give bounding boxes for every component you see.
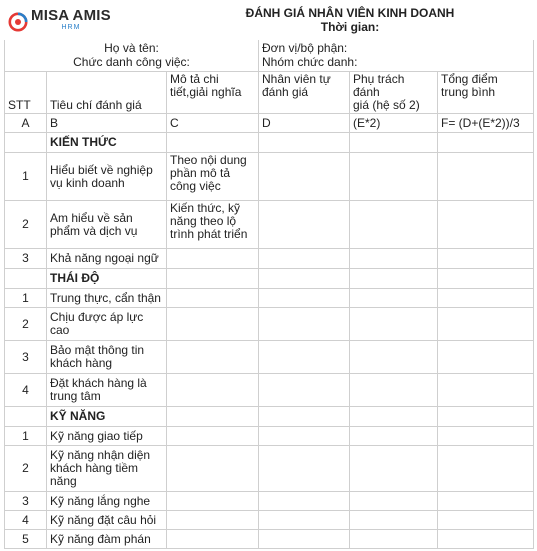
- logo-name: MISA AMIS: [31, 7, 111, 24]
- employee-info-cell[interactable]: [5, 40, 259, 72]
- job-title-label: Chức danh công việc:: [73, 55, 190, 69]
- unit-info-cell[interactable]: [259, 40, 534, 72]
- department-label: Đơn vị/bộ phận:: [262, 41, 348, 55]
- criteria-cell[interactable]: Kỹ năng nhận diện khách hàng tiềm năng: [47, 446, 167, 492]
- logo: [8, 6, 163, 38]
- section-empty-cell[interactable]: [5, 133, 47, 153]
- row-number[interactable]: 4: [5, 511, 47, 530]
- code-e[interactable]: (E*2): [350, 114, 438, 133]
- row-number[interactable]: 2: [5, 446, 47, 492]
- code-b[interactable]: B: [47, 114, 167, 133]
- row-number[interactable]: 2: [5, 201, 47, 249]
- row-number[interactable]: 4: [5, 374, 47, 407]
- description-cell[interactable]: Theo nội dung phần mô tả công việc: [167, 153, 259, 201]
- section-title-attitude[interactable]: THÁI ĐỘ: [47, 269, 167, 289]
- logo-sub: HRM: [61, 24, 81, 31]
- col-header-total[interactable]: Tổng điểm trung bình: [438, 72, 534, 114]
- row-number[interactable]: 1: [5, 427, 47, 446]
- row-number[interactable]: 1: [5, 289, 47, 308]
- col-header-self-eval[interactable]: Nhân viên tự đánh giá: [259, 72, 350, 114]
- criteria-cell[interactable]: Kỹ năng lắng nghe: [47, 492, 167, 511]
- criteria-cell[interactable]: Trung thực, cẩn thận: [47, 289, 167, 308]
- title-cell: [167, 5, 534, 40]
- code-f[interactable]: F= (D+(E*2))/3: [438, 114, 534, 133]
- evaluation-table: [4, 4, 534, 549]
- page-title: ĐÁNH GIÁ NHÂN VIÊN KINH DOANH: [245, 6, 455, 20]
- row-number[interactable]: 2: [5, 308, 47, 341]
- code-a[interactable]: A: [5, 114, 47, 133]
- criteria-cell[interactable]: Đặt khách hàng là trung tâm: [47, 374, 167, 407]
- criteria-cell[interactable]: Bảo mật thông tin khách hàng: [47, 341, 167, 374]
- criteria-cell[interactable]: Kỹ năng đàm phán: [47, 530, 167, 549]
- criteria-cell[interactable]: Kỹ năng giao tiếp: [47, 427, 167, 446]
- criteria-cell[interactable]: Khả năng ngoại ngữ: [47, 249, 167, 269]
- row-number[interactable]: 3: [5, 492, 47, 511]
- name-label: Họ và tên:: [104, 41, 159, 55]
- section-title-knowledge[interactable]: KIẾN THỨC: [47, 133, 167, 153]
- col-header-manager-eval[interactable]: Phụ trách đánh giá (hệ số 2): [350, 72, 438, 114]
- row-number[interactable]: 3: [5, 341, 47, 374]
- row-number[interactable]: 5: [5, 530, 47, 549]
- logo-cell: [5, 5, 167, 40]
- col-header-criteria[interactable]: Tiêu chí đánh giá: [47, 72, 167, 114]
- row-number[interactable]: 1: [5, 153, 47, 201]
- criteria-cell[interactable]: Hiểu biết về nghiệp vụ kinh doanh: [47, 153, 167, 201]
- row-number[interactable]: 3: [5, 249, 47, 269]
- section-title-skills[interactable]: KỸ NĂNG: [47, 407, 167, 427]
- code-d[interactable]: D: [259, 114, 350, 133]
- code-c[interactable]: C: [167, 114, 259, 133]
- misa-logo-icon: [8, 12, 28, 32]
- time-label: Thời gian:: [320, 20, 380, 34]
- description-cell[interactable]: Kiến thức, kỹ năng theo lộ trình phát triển: [167, 201, 259, 249]
- group-label: Nhóm chức danh:: [262, 55, 358, 69]
- criteria-cell[interactable]: Kỹ năng đặt câu hỏi: [47, 511, 167, 530]
- criteria-cell[interactable]: Am hiểu về sản phẩm và dịch vụ: [47, 201, 167, 249]
- col-header-description[interactable]: Mô tả chi tiết,giải nghĩa: [167, 72, 259, 114]
- col-header-stt[interactable]: STT: [5, 72, 47, 114]
- criteria-cell[interactable]: Chịu được áp lực cao: [47, 308, 167, 341]
